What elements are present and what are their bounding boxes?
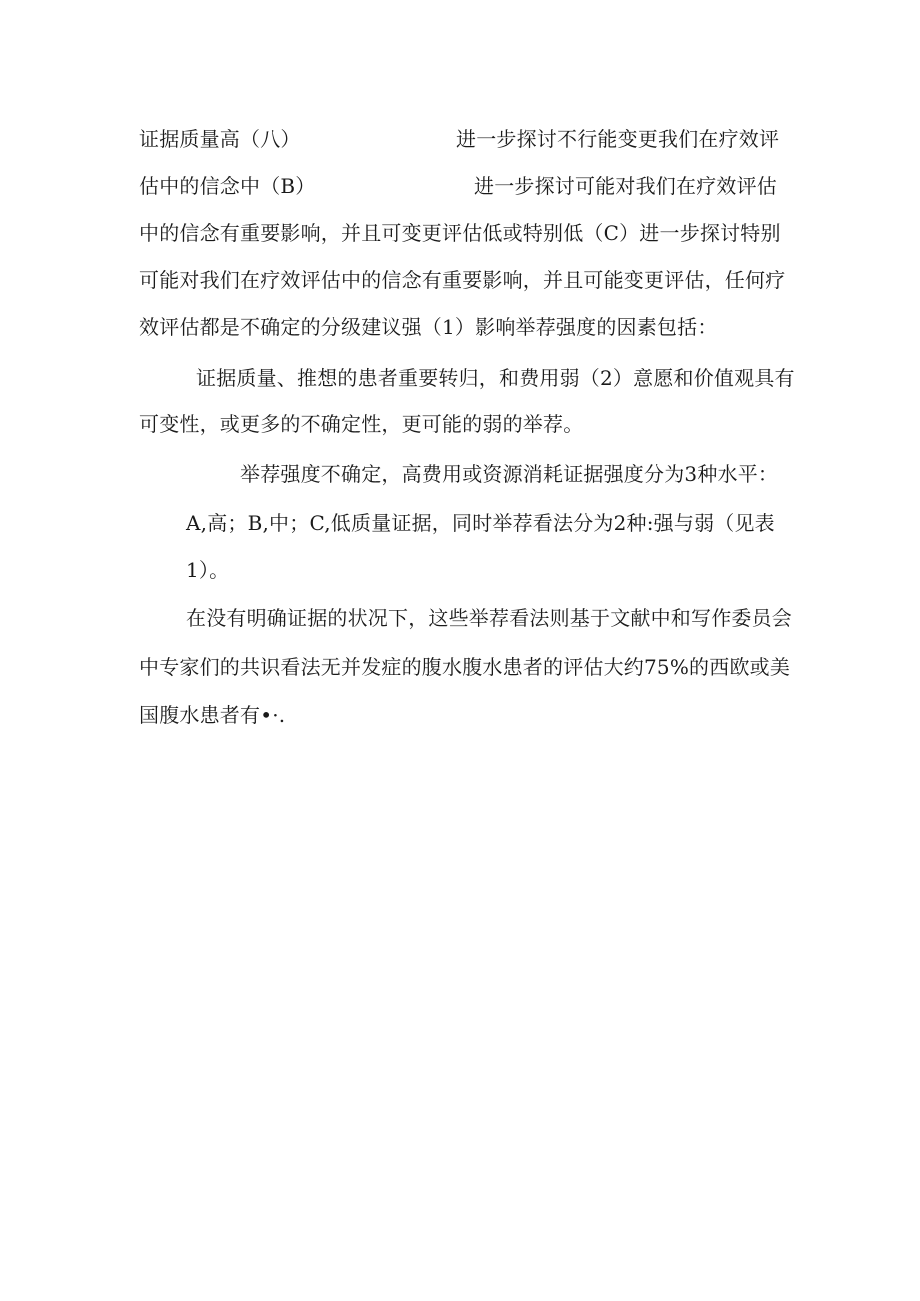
line-1-left: 证据质量高（八） — [139, 127, 301, 151]
line-1-right: 进一步探讨不行能变更我们在疗效评 — [456, 127, 780, 151]
text-line-8: 举荐强度不确定，高费用或资源消耗证据强度分为3种水平： — [240, 462, 779, 486]
text-line-12: 中专家们的共识看法无并发症的腹水腹水患者的评估大约75%的西欧或美 — [139, 655, 791, 679]
text-line-9: A,高；B,中；C,低质量证据，同时举荐看法分为2种:强与弱（见表 — [186, 511, 775, 535]
line-2-left: 估中的信念中（B） — [139, 174, 316, 198]
text-line-6: 证据质量、推想的患者重要转归，和费用弱（2）意愿和价值观具有 — [196, 366, 795, 390]
text-line-2 — [139, 174, 777, 198]
text-line-11: 在没有明确证据的状况下，这些举荐看法则基于文献中和写作委员会 — [186, 606, 792, 630]
text-line-7: 可变性，或更多的不确定性，更可能的弱的举荐。 — [139, 412, 584, 436]
text-line-1 — [139, 127, 780, 151]
text-line-5: 效评估都是不确定的分级建议强（1）影响举荐强度的因素包括： — [139, 315, 718, 339]
text-line-3: 中的信念有重要影响，并且可变更评估低或特别低（C）进一步探讨特别 — [139, 221, 781, 245]
text-line-10: 1）。 — [186, 558, 230, 582]
text-line-4: 可能对我们在疗效评估中的信念有重要影响，并且可能变更评估，任何疗 — [139, 268, 786, 292]
line-2-right: 进一步探讨可能对我们在疗效评估 — [474, 174, 777, 198]
text-line-13: 国腹水患者有•·. — [139, 703, 286, 727]
